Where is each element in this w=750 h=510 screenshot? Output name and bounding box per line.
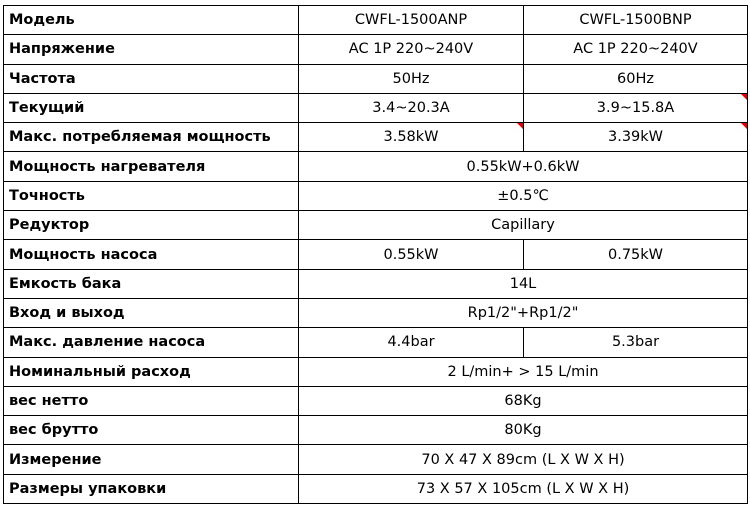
row-label: Текущий [4, 93, 299, 122]
cell-value: 70 X 47 X 89cm (L X W X H) [299, 445, 748, 474]
cell-value: Capillary [299, 211, 748, 240]
table-row [4, 123, 748, 152]
cell-value: 4.4bar [299, 328, 524, 357]
cell-value: 68Kg [299, 386, 748, 415]
row-label: Мощность насоса [4, 240, 299, 269]
row-label: Модель [4, 6, 299, 35]
cell-value: 5.3bar [524, 328, 748, 357]
table-row [4, 35, 748, 64]
table-row [4, 181, 748, 210]
table-row [4, 152, 748, 181]
table-row [4, 64, 748, 93]
table-row [4, 328, 748, 357]
table-row [4, 474, 748, 503]
row-label: Редуктор [4, 211, 299, 240]
cell-value: CWFL-1500BNP [524, 6, 748, 35]
cell-value: 73 X 57 X 105cm (L X W X H) [299, 474, 748, 503]
table-row [4, 445, 748, 474]
table-row [4, 416, 748, 445]
cell-value: 0.75kW [524, 240, 748, 269]
spec-table [3, 5, 748, 504]
row-label: Измерение [4, 445, 299, 474]
cell-value: Rp1/2"+Rp1/2" [299, 298, 748, 327]
cell-value: 2 L/min+ > 15 L/min [299, 357, 748, 386]
row-label: Размеры упаковки [4, 474, 299, 503]
table-row [4, 6, 748, 35]
row-label: Напряжение [4, 35, 299, 64]
row-label: вес брутто [4, 416, 299, 445]
cell-value: CWFL-1500ANP [299, 6, 524, 35]
table-row [4, 240, 748, 269]
row-label: Мощность нагревателя [4, 152, 299, 181]
cell-value: 3.39kW [524, 123, 748, 152]
table-row [4, 269, 748, 298]
row-label: Точность [4, 181, 299, 210]
cell-value: ±0.5℃ [299, 181, 748, 210]
table-row [4, 211, 748, 240]
cell-value: 3.4~20.3A [299, 93, 524, 122]
cell-value: 50Hz [299, 64, 524, 93]
row-label: Макс. потребляемая мощность [4, 123, 299, 152]
cell-value: 80Kg [299, 416, 748, 445]
cell-value: AC 1P 220~240V [524, 35, 748, 64]
cell-value: 0.55kW [299, 240, 524, 269]
table-row [4, 93, 748, 122]
cell-value: 3.58kW [299, 123, 524, 152]
cell-value: AC 1P 220~240V [299, 35, 524, 64]
cell-value: 60Hz [524, 64, 748, 93]
table-row [4, 386, 748, 415]
row-label: Вход и выход [4, 298, 299, 327]
row-label: вес нетто [4, 386, 299, 415]
row-label: Макс. давление насоса [4, 328, 299, 357]
cell-value: 3.9~15.8A [524, 93, 748, 122]
cell-value: 14L [299, 269, 748, 298]
table-row [4, 298, 748, 327]
cell-value: 0.55kW+0.6kW [299, 152, 748, 181]
row-label: Емкость бака [4, 269, 299, 298]
row-label: Номинальный расход [4, 357, 299, 386]
table-row [4, 357, 748, 386]
row-label: Частота [4, 64, 299, 93]
